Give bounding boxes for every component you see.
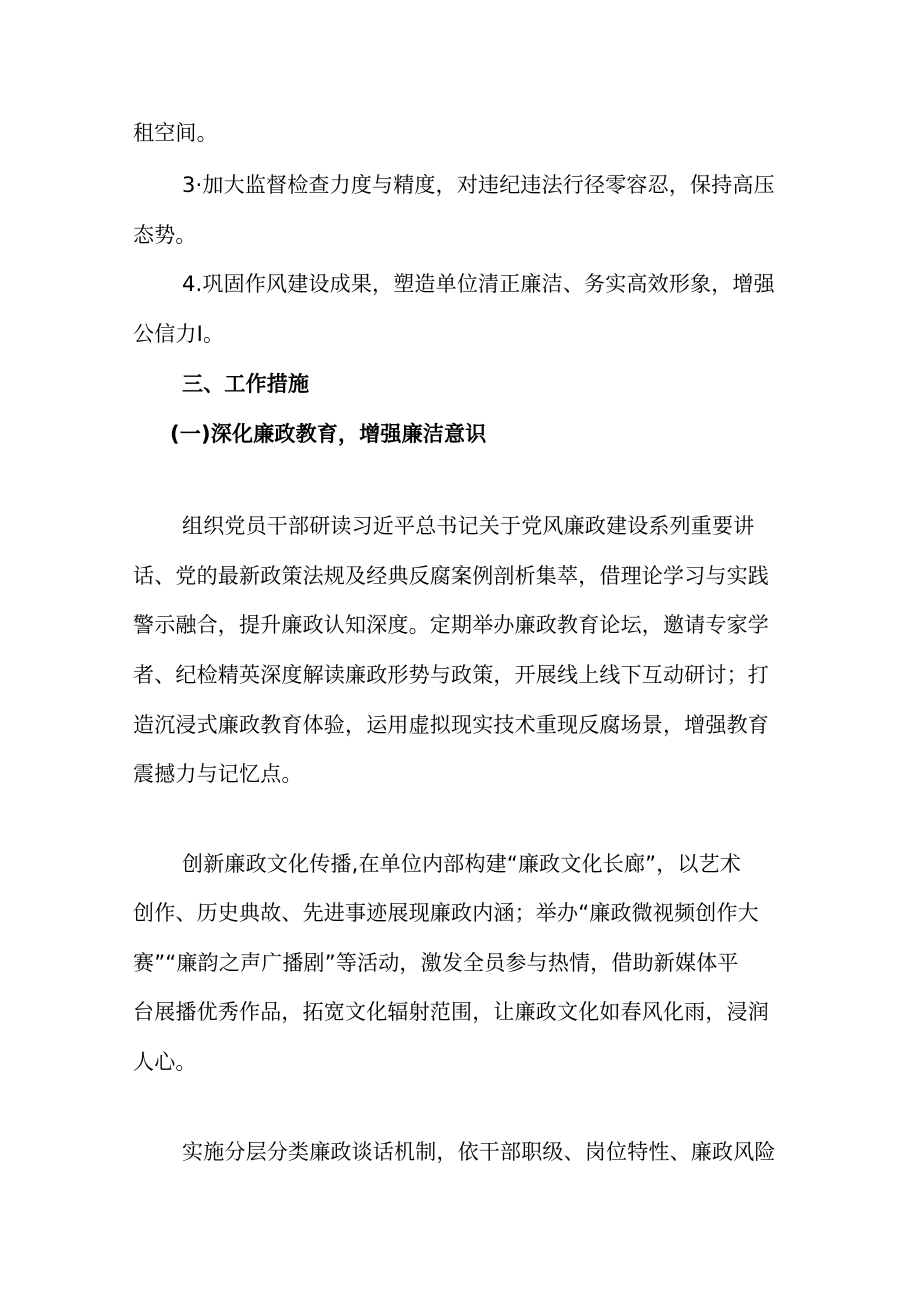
paragraph-line: 组织党员干部研读习近平总书记关于党风廉政建设系列重要讲 bbox=[182, 514, 755, 538]
paragraph-line: 震撼力与记忆点。 bbox=[133, 762, 303, 786]
paragraph-line: 态势。 bbox=[133, 223, 197, 247]
paragraph-line: 警示融合，提升廉政认知深度。定期举办廉政教育论坛，邀请专家学 bbox=[133, 613, 769, 637]
paragraph-line: 租空间。 bbox=[133, 121, 218, 145]
paragraph-line: 公信力I。 bbox=[133, 322, 225, 346]
paragraph-line: 台展播优秀作品，拓宽文化辐射范围，让廉政文化如春风化雨，浸润 bbox=[133, 1000, 769, 1024]
paragraph-line: 3·加大监督检查力度与精度，对违纪违法行径零容忍，保持高压 bbox=[182, 173, 775, 197]
paragraph-line: 者、纪检精英深度解读廉政形势与政策，开展线上线下互动研讨；打 bbox=[133, 663, 769, 687]
paragraph-line: 赛”“廉韵之声广播剧”等活动，激发全员参与热情，借助新媒体平 bbox=[133, 951, 739, 975]
paragraph-line: 人心。 bbox=[133, 1050, 197, 1074]
paragraph-line: 实施分层分类廉政谈话机制，依干部职级、岗位特性、廉政风险 bbox=[182, 1140, 776, 1164]
section-heading: 三、工作措施 bbox=[182, 372, 310, 396]
paragraph-line: 话、党的最新政策法规及经典反腐案例剖析集萃，借理论学习与实践 bbox=[133, 564, 769, 588]
subsection-heading: (一)深化廉政教育，增强廉洁意识 bbox=[170, 422, 487, 446]
paragraph-line: 创新廉政文化传播,在单位内部构建“廉政文化长廊”，以艺术 bbox=[182, 852, 742, 876]
paragraph-line: 创作、历史典故、先进事迹展现廉政内涵；举办“廉政微视频创作大 bbox=[133, 901, 759, 925]
paragraph-line: 4.巩固作风建设成果，塑造单位清正廉洁、务实高效形象，增强 bbox=[182, 272, 775, 296]
paragraph-line: 造沉浸式廉政教育体验，运用虚拟现实技术重现反腐场景，增强教育 bbox=[133, 713, 769, 737]
